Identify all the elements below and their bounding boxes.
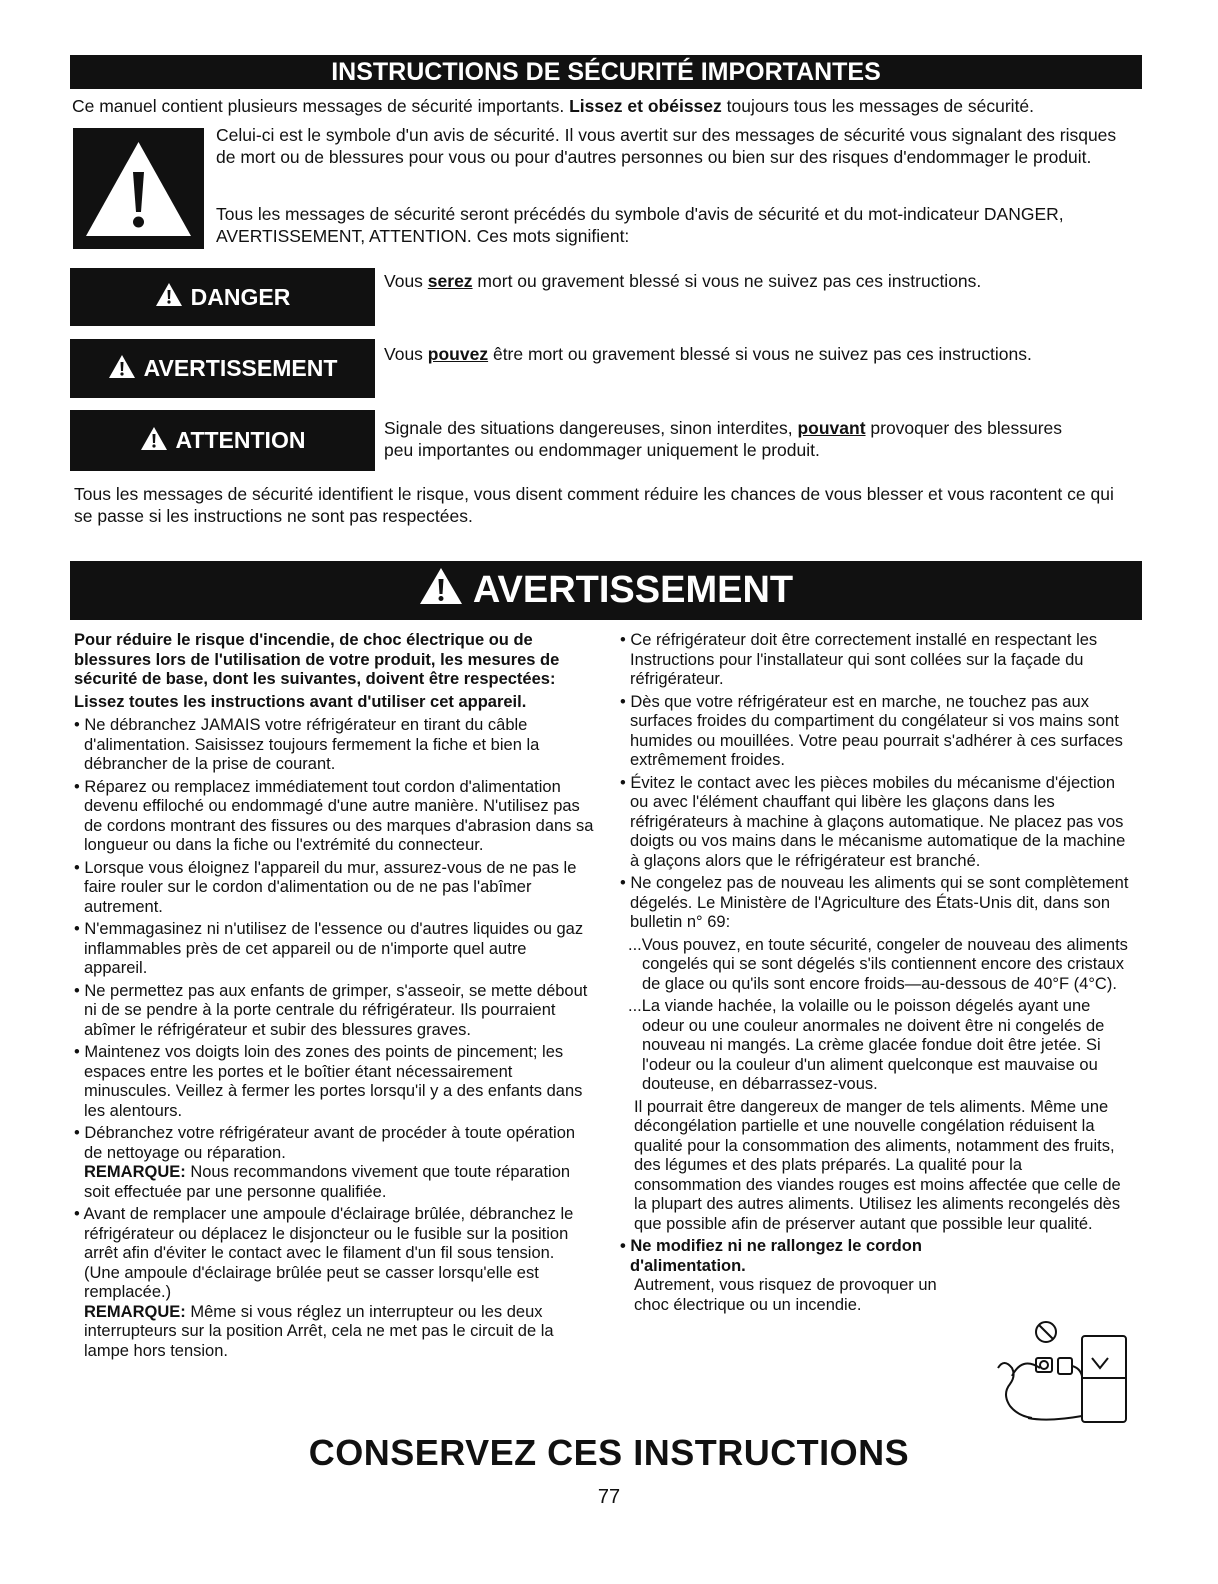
footer-title: CONSERVEZ CES INSTRUCTIONS xyxy=(308,1432,910,1473)
left-lead: Pour réduire le risque d'incendie, de choc électrique ou de blessures lors de l'utilisation de votre produit, les mesures de sécurité de base, dont les suivantes, doivent être respectées: xyxy=(74,631,560,688)
intro-text-b: toujours tous les messages de sécurité. xyxy=(721,96,1035,116)
list-item: • Lorsque vous éloignez l'appareil du mur, assurez-vous de ne pas le faire rouler sur le cordon d'alimentation ou de ne pas l'abîmer autrement. xyxy=(74,858,577,916)
list-item: • Maintenez vos doigts loin des zones des points de pincement; les espaces entre les portes et le boîtier étant nécessairement minuscules. Veillez à fermer les portes lorsqu'il y a des enfants dans les alentours. xyxy=(74,1043,583,1120)
list-item: • Ne modifiez ni ne rallongez le cordon d'alimentation. xyxy=(620,1237,922,1275)
caution-desc-post: provoquer des blessures peu importantes ou endommager uniquement le produit. xyxy=(384,418,1063,460)
warning-desc-pre: Vous xyxy=(384,344,428,364)
danger-description xyxy=(384,270,1144,292)
main-header: INSTRUCTIONS DE SÉCURITÉ IMPORTANTES xyxy=(70,55,1142,89)
quote-item: ...La viande hachée, la volaille ou le poisson dégelés ayant une odeur ou une couleur anormales ne doivent être ni congelés de nouveau ni mangés. La crème glacée fondue doit être jetée. Si l'odeur ou la couleur d'un aliment quelconque est mauvaise ou douteuse, en débarrassez-vous. xyxy=(628,997,1105,1093)
warning-triangle-icon xyxy=(155,282,183,312)
right-column xyxy=(620,631,1130,1318)
note-label: REMARQUE: xyxy=(84,1302,186,1321)
page-number: 77 xyxy=(597,1486,621,1508)
note xyxy=(74,1163,594,1202)
warning-desc-emph: pouvez xyxy=(427,344,489,364)
caution-desc-emph: pouvant xyxy=(797,418,866,438)
note xyxy=(74,1303,594,1362)
paragraph: Il pourrait être dangereux de manger de tels aliments. Même une décongélation partielle et une nouvelle congélation réduisent la qualité pour la consommation des aliments, notamment des fruits, des légumes et des plats préparés. La qualité pour la consommation des viandes rouges est moins affectée que celle de la plupart des autres aliments. Utilisez les aliments recongelés dès que possible afin de préserver autant que possible leur qualité. xyxy=(634,1097,1121,1233)
quote-item: ...Vous pouvez, en toute sécurité, congeler de nouveau des aliments congelés qui se sont dégelés s'ils contiennent encore des cristaux de glace ou qu'ils sont encore froids—au-dessous de 40°F (4°C). xyxy=(628,935,1128,993)
warning-section-title: AVERTISSEMENT xyxy=(472,569,794,611)
list-item: • Ne congelez pas de nouveau les aliments qui se sont complètement dégelés. Le Ministère de l'Agriculture des États-Unis dit, dans son bulletin n° 69: xyxy=(620,874,1129,931)
danger-label-text: DANGER xyxy=(190,283,291,310)
list-item: • Avant de remplacer une ampoule d'éclairage brûlée, débranchez le réfrigérateur ou déplacez le disjoncteur ou le fusible sur la position arrêt afin d'éviter le contact avec le filament d'un fil sous tension. (Une ampoule d'éclairage brûlée peut se casser lorsqu'elle est remplacée.) xyxy=(74,1205,574,1301)
list-item: • Réparez ou remplacez immédiatement tout cordon d'alimentation devenu effiloché ou endommagé d'une autre manière. N'utilisez pas de cordons montrant des fissures ou des marques d'abrasion dans sa longueur ou dans la fiche ou l'extrémité du connecteur. xyxy=(74,777,594,854)
caution-description xyxy=(384,417,1084,461)
warning-triangle-icon xyxy=(419,567,463,615)
list-item: • Ce réfrigérateur doit être correctement installé en respectant les Instructions pour l'installateur qui sont collées sur la façade du réfrigérateur. xyxy=(620,631,1098,688)
caution-desc-pre: Signale des situations dangereuses, sinon interdites, xyxy=(384,418,798,438)
left-column xyxy=(74,631,594,1364)
symbol-explanation: Celui-ci est le symbole d'un avis de sécurité. Il vous avertit sur des messages de sécurité vous signalant des risques de mort ou de blessures pour vous ou pour d'autres personnes ou bien sur des risques d'endommager le produit. xyxy=(216,125,1117,167)
warning-triangle-icon xyxy=(108,354,136,384)
intro-bold: Lissez et obéissez xyxy=(569,96,722,116)
list-item: • N'emmagasinez ni n'utilisez de l'essence ou d'autres liquides ou gaz inflammables près de cet appareil ou de n'importe quel autre appareil. xyxy=(74,920,584,977)
note-text: Même si vous réglez un interrupteur ou les deux interrupteurs sur la position Arrêt, cela ne met pas le circuit de la lampe hors tension. xyxy=(84,1302,554,1360)
symbol-signal-words: Tous les messages de sécurité seront précédés du symbole d'avis de sécurité et du mot-indicateur DANGER, AVERTISSEMENT, ATTENTION. Ces mots signifient: xyxy=(216,204,1064,246)
caution-label-text: ATTENTION xyxy=(175,427,306,453)
list-item: • Dès que votre réfrigérateur est en marche, ne touchez pas aux surfaces froides du compartiment du congélateur si vos mains sont humides ou mouillées. Votre peau pourrait s'adhérer à ces surfaces extrêmement froides. xyxy=(620,692,1123,769)
list-item: • Ne débranchez JAMAIS votre réfrigérateur en tirant du câble d'alimentation. Saisissez toujours fermement la fiche et bien la débrancher de la prise de courant. xyxy=(74,716,540,773)
warning-label xyxy=(70,339,375,398)
note-text: Nous recommandons vivement que toute réparation soit effectuée par une personne qualifiée. xyxy=(84,1163,571,1201)
intro-paragraph xyxy=(72,95,1162,117)
closing-paragraph: Tous les messages de sécurité identifient le risque, vous disent comment réduire les chances de vous blesser et vous racontent ce qui se passe si les instructions ne sont pas respectées. xyxy=(74,484,1114,526)
list-item: • Évitez le contact avec les pièces mobiles du mécanisme d'éjection ou avec l'élément chauffant qui libère les glaçons dans les réfrigérateurs à machine à glaçons automatique. Ne placez pas vos doigts ou vos mains dans le mécanisme automatique de la machine à glaçons alors que le réfrigérateur est branché. xyxy=(620,773,1126,870)
intro-text-a: Ce manuel contient plusieurs messages de sécurité importants. xyxy=(72,96,570,116)
list-item: • Débranchez votre réfrigérateur avant de procéder à toute opération de nettoyage ou réparation. xyxy=(74,1124,576,1162)
caution-label xyxy=(70,410,375,471)
left-lead2: Lissez toutes les instructions avant d'utiliser cet appareil. xyxy=(74,692,527,711)
warning-triangle-icon xyxy=(140,426,168,456)
warning-desc-post: être mort ou gravement blessé si vous ne suivez pas ces instructions. xyxy=(488,344,1032,364)
list-item: • Ne permettez pas aux enfants de grimper, s'asseoir, se mette débout ni de se pendre à la porte centrale du réfrigérateur. Ils pourraient abîmer le réfrigérateur et subir des blessures graves. xyxy=(74,981,588,1039)
danger-desc-pre: Vous xyxy=(384,271,428,291)
note-label: REMARQUE: xyxy=(84,1163,186,1181)
danger-desc-post: mort ou gravement blessé si vous ne suivez pas ces instructions. xyxy=(472,271,982,291)
warning-description xyxy=(384,343,1144,365)
no-extension-cord-icon xyxy=(988,1318,1130,1426)
danger-desc-emph: serez xyxy=(427,271,473,291)
danger-label xyxy=(70,268,375,326)
warning-label-text: AVERTISSEMENT xyxy=(143,355,338,381)
warning-section-header xyxy=(70,561,1142,620)
safety-alert-symbol-icon xyxy=(73,128,204,249)
paragraph: Autrement, vous risquez de provoquer un choc électrique ou un incendie. xyxy=(634,1276,937,1314)
